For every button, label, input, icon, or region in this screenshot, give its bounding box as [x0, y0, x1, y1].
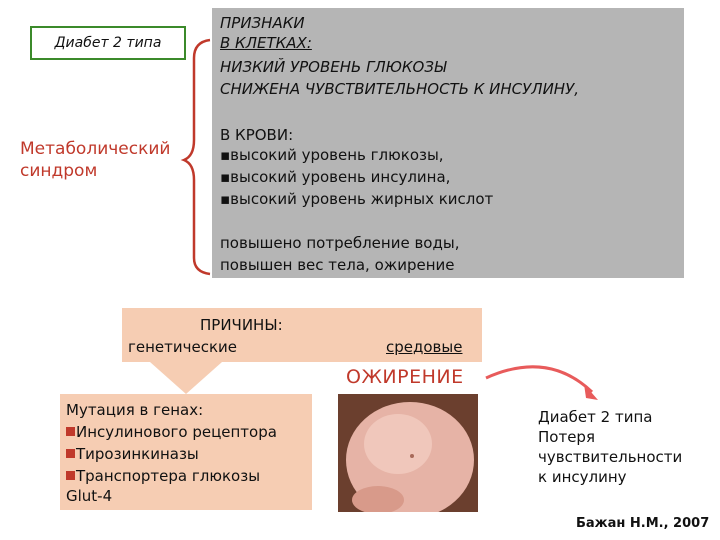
blood-item: ▪высокий уровень глюкозы,: [220, 146, 444, 164]
genetic-cause: генетические: [128, 338, 238, 356]
mutation-item-label: Транспортера глюкозы: [76, 467, 261, 485]
result-line: Диабет 2 типа: [538, 408, 653, 426]
blood-item: ▪высокий уровень жирных кислот: [220, 190, 494, 208]
obesity-photo: [338, 394, 478, 512]
blood-header: В КРОВИ:: [220, 126, 294, 144]
bullet-square-icon: [66, 449, 75, 458]
extra-line-1: повышено потребление воды,: [220, 234, 460, 252]
environmental-cause: средовые: [386, 338, 463, 356]
mutation-item-label: Тирозинкиназы: [76, 445, 199, 463]
brace-icon: [184, 40, 210, 274]
mutation-item: [66, 468, 260, 485]
cells-header: В КЛЕТКАХ:: [220, 34, 312, 52]
bullet-square-icon: [66, 471, 75, 480]
mutation-item: [66, 446, 199, 463]
cells-line-1: НИЗКИЙ УРОВЕНЬ ГЛЮКОЗЫ: [220, 58, 447, 76]
result-line: Потеря: [538, 428, 595, 446]
result-line: чувствительности: [538, 448, 683, 466]
abdomen-image: [338, 394, 478, 512]
metabolic-line-2: синдром: [20, 161, 98, 181]
curved-arrow-icon: [486, 367, 592, 392]
result-line: к инсулину: [538, 468, 627, 486]
down-arrow-triangle-icon: [150, 362, 222, 394]
arrowhead-icon: [584, 384, 598, 400]
blood-item: ▪высокий уровень инсулина,: [220, 168, 451, 186]
bullet-square-icon: [66, 427, 75, 436]
mutation-header: Мутация в генах:: [66, 401, 204, 419]
extra-line-2: повышен вес тела, ожирение: [220, 256, 455, 274]
mutation-item: [66, 424, 277, 441]
obesity-label: ОЖИРЕНИЕ: [346, 366, 464, 388]
metabolic-line-1: Метаболический: [20, 139, 171, 159]
signs-title: ПРИЗНАКИ: [220, 14, 305, 32]
author-credit: Бажан Н.М., 2007: [576, 516, 710, 531]
causes-title: ПРИЧИНЫ:: [200, 316, 283, 334]
mutation-item-label: Инсулинового рецептора: [76, 423, 277, 441]
diabetes-label: Диабет 2 типа: [54, 35, 162, 51]
mutation-tail: Glut-4: [66, 487, 113, 505]
cells-line-2: СНИЖЕНА ЧУВСТВИТЕЛЬНОСТЬ К ИНСУЛИНУ,: [220, 80, 579, 98]
